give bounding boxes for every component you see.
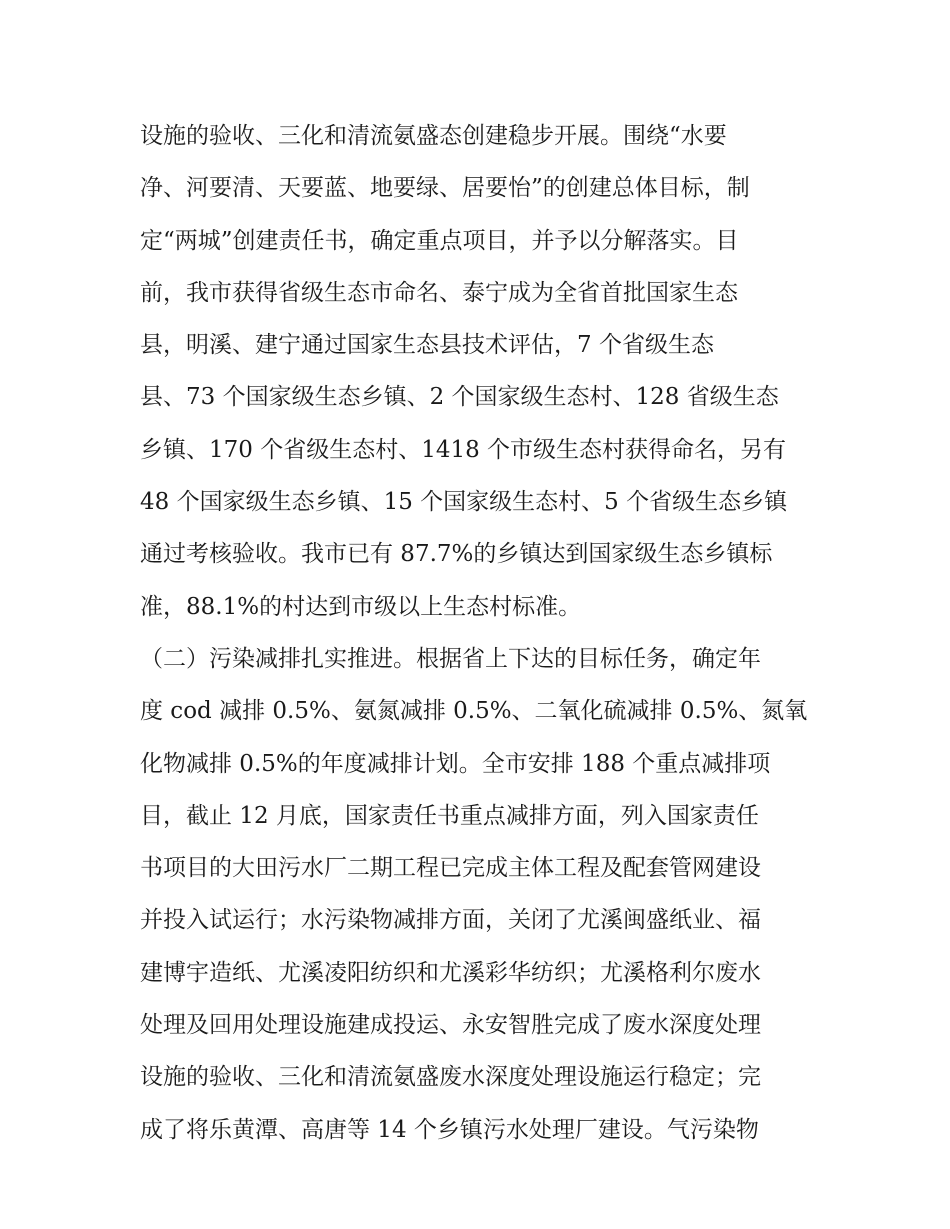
- text-line: 并投入试运行；水污染物减排方面，关闭了尤溪闽盛纸业、福: [140, 907, 761, 934]
- text-line: 前，我市获得省级生态市命名、泰宁成为全省首批国家生态: [140, 279, 738, 306]
- text-line: 建博宇造纸、尤溪凌阳纺织和尤溪彩华纺织；尤溪格利尔废水: [140, 959, 761, 986]
- text-line: 县、73 个国家级生态乡镇、2 个国家级生态村、128 省级生态: [140, 384, 779, 411]
- text-line: 通过考核验收。我市已有 87.7%的乡镇达到国家级生态乡镇标: [140, 541, 773, 568]
- text-line: 书项目的大田污水厂二期工程已完成主体工程及配套管网建设: [140, 855, 761, 882]
- text-line: 乡镇、170 个省级生态村、1418 个市级生态村获得命名，另有: [140, 436, 787, 463]
- text-line: 处理及回用处理设施建成投运、永安智胜完成了废水深度处理: [140, 1012, 761, 1039]
- text-line: 定“两城”创建责任书，确定重点项目，并予以分解落实。目: [140, 227, 739, 254]
- text-line: 设施的验收、三化和清流氨盛废水深度处理设施运行稳定；完: [140, 1064, 761, 1091]
- text-line: 设施的验收、三化和清流氨盛态创建稳步开展。围绕“水要: [140, 123, 727, 149]
- body-text: [140, 110, 820, 1156]
- section-heading-line: （二）污染减排扎实推进。根据省上下达的目标任务，确定年: [140, 645, 761, 672]
- text-line: 目，截止 12 月底，国家责任书重点减排方面，列入国家责任: [140, 802, 759, 829]
- text-line: 48 个国家级生态乡镇、15 个国家级生态村、5 个省级生态乡镇: [140, 489, 788, 516]
- text-line: 度 cod 减排 0.5%、氨氮减排 0.5%、二氧化硫减排 0.5%、氮氧: [140, 698, 808, 725]
- text-line: 成了将乐黄潭、高唐等 14 个乡镇污水处理厂建设。气污染物: [140, 1116, 759, 1143]
- text-line: 净、河要清、天要蓝、地要绿、居要怡”的创建总体目标，制: [140, 175, 750, 202]
- text-line: 化物减排 0.5%的年度减排计划。全市安排 188 个重点减排项: [140, 750, 771, 777]
- text-line: 准，88.1%的村达到市级以上生态村标准。: [140, 593, 582, 620]
- text-line: 县，明溪、建宁通过国家生态县技术评估，7 个省级生态: [140, 332, 714, 359]
